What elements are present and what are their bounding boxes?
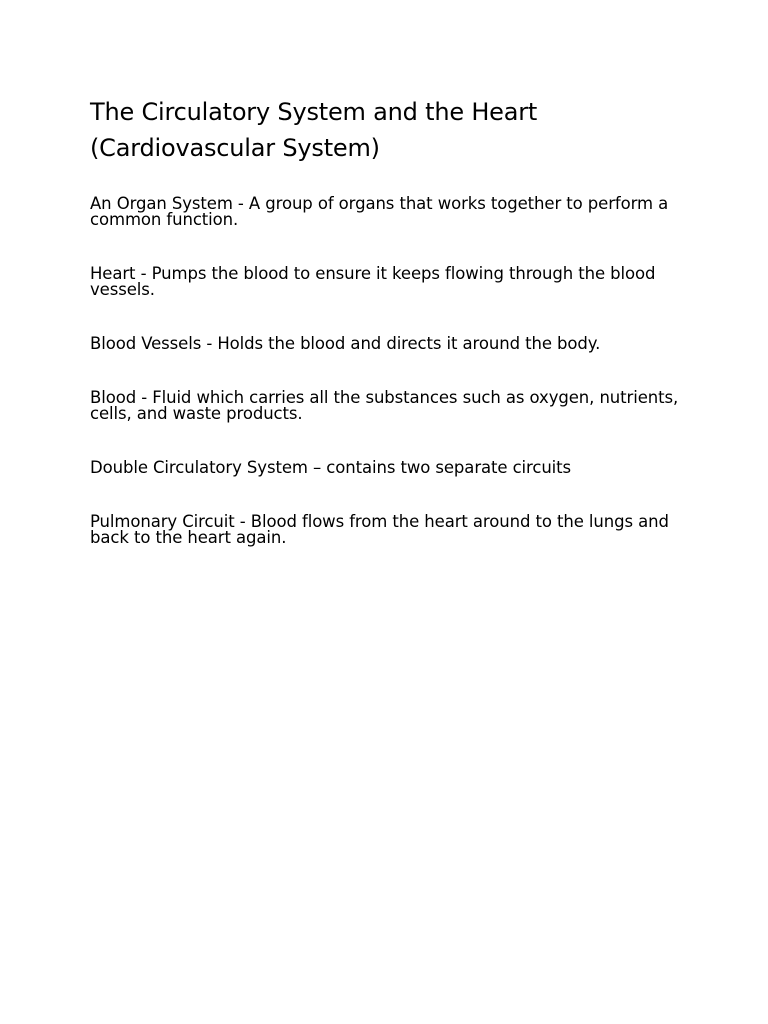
paragraph-organ-system: An Organ System - A group of organs that works together to perform a common function.: [90, 194, 669, 229]
title-line-2: (Cardiovascular System): [90, 134, 380, 162]
paragraph-double-circulatory: Double Circulatory System – contains two separate circuits: [90, 458, 572, 477]
paragraph-blood: Blood - Fluid which carries all the substances such as oxygen, nutrients, cells, and waste products.: [90, 388, 679, 423]
paragraph-list: [90, 196, 690, 546]
paragraph-pulmonary-circuit: Pulmonary Circuit - Blood flows from the heart around to the lungs and back to the heart again.: [90, 512, 669, 547]
paragraph-heart: Heart - Pumps the blood to ensure it keeps flowing through the blood vessels.: [90, 264, 656, 299]
paragraph-blood-vessels: Blood Vessels - Holds the blood and directs it around the body.: [90, 334, 601, 353]
document-title: [90, 94, 690, 166]
title-line-1: The Circulatory System and the Heart: [90, 98, 538, 126]
document-content: [90, 94, 690, 584]
